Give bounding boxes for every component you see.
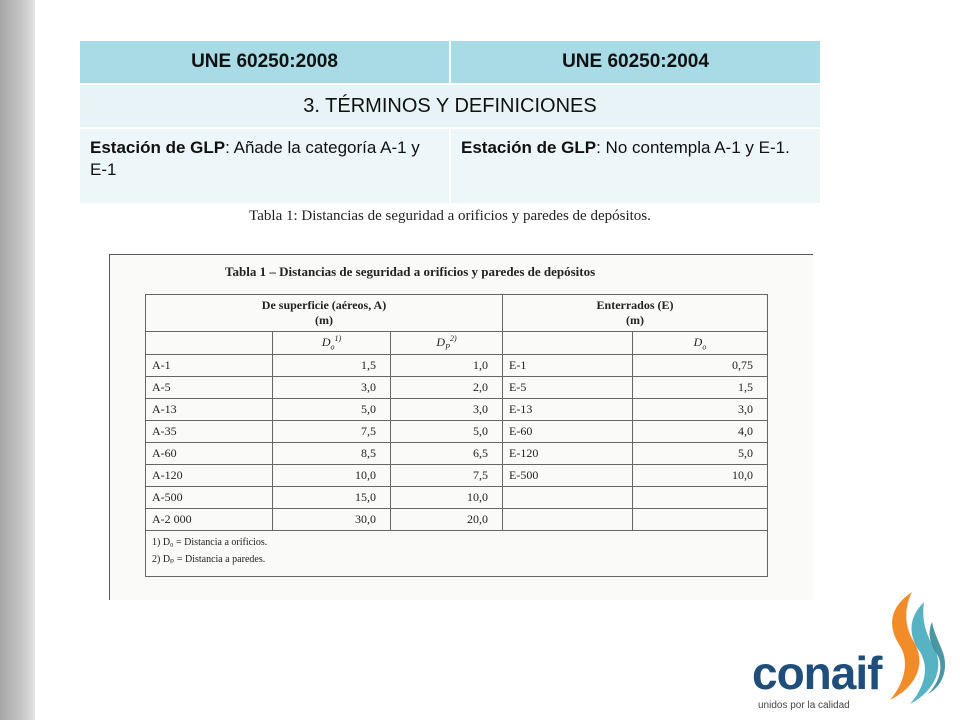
comparison-table	[80, 41, 820, 203]
cell-2004	[450, 128, 820, 203]
comparison-body-row	[80, 128, 820, 203]
surface-do: 3,0	[273, 377, 391, 399]
group-buried-unit: (m)	[626, 313, 645, 327]
e-do-sub: o	[702, 342, 707, 352]
subheader-empty-e	[503, 332, 633, 355]
distance-row	[146, 399, 768, 421]
buried-category: E-500	[503, 465, 633, 487]
surface-dp: 1,0	[391, 355, 503, 377]
subheader-empty	[146, 332, 273, 355]
distance-row	[146, 509, 768, 531]
dp-sub: P	[445, 342, 450, 352]
group-surface-unit: (m)	[315, 313, 333, 327]
surface-do: 7,5	[273, 421, 391, 443]
subheader-do	[273, 332, 391, 355]
surface-category: A-35	[146, 421, 273, 443]
buried-do: 5,0	[633, 443, 768, 465]
buried-do: 0,75	[633, 355, 768, 377]
comparison-header-row	[80, 41, 820, 84]
surface-category: A-2 000	[146, 509, 273, 531]
buried-category: E-13	[503, 399, 633, 421]
note-2: 2) Dₚ = Distancia a paredes.	[152, 554, 266, 565]
group-surface	[146, 295, 503, 332]
surface-do: 5,0	[273, 399, 391, 421]
buried-do: 1,5	[633, 377, 768, 399]
dp-symbol: D	[436, 335, 446, 350]
surface-dp: 2,0	[391, 377, 503, 399]
distances-body	[146, 355, 768, 531]
scan-frame-left	[109, 254, 110, 600]
group-surface-label: De superficie (aéreos, A)	[261, 298, 387, 312]
buried-do	[633, 487, 768, 509]
distance-row	[146, 487, 768, 509]
surface-category: A-500	[146, 487, 273, 509]
notes-cell	[146, 531, 768, 577]
buried-do: 10,0	[633, 465, 768, 487]
notes-row	[146, 531, 768, 577]
do-sup: 1)	[334, 334, 342, 344]
buried-category	[503, 509, 633, 531]
buried-category	[503, 487, 633, 509]
distance-row	[146, 377, 768, 399]
distance-row	[146, 443, 768, 465]
table-caption: Tabla 1: Distancias de seguridad a orificios y paredes de depósitos.	[249, 208, 651, 224]
buried-do: 4,0	[633, 421, 768, 443]
cell-2008	[80, 128, 450, 203]
distance-row	[146, 355, 768, 377]
surface-do: 1,5	[273, 355, 391, 377]
do-symbol: D	[321, 335, 331, 350]
subheader-e-do	[633, 332, 768, 355]
conaif-logo	[748, 588, 948, 716]
side-gradient-bar	[0, 0, 35, 720]
surface-do: 8,5	[273, 443, 391, 465]
desc-2008: : Añade la categoría A-1 y E-1	[90, 138, 420, 179]
surface-dp: 7,5	[391, 465, 503, 487]
desc-2004: : No contempla A-1 y E-1.	[596, 138, 790, 157]
subheader-dp	[391, 332, 503, 355]
comparison-section-row	[80, 84, 820, 128]
surface-category: A-60	[146, 443, 273, 465]
distances-table	[145, 294, 768, 577]
surface-category: A-120	[146, 465, 273, 487]
subheader-row	[146, 332, 768, 355]
buried-category: E-1	[503, 355, 633, 377]
header-2004: UNE 60250:2004	[450, 41, 820, 84]
surface-dp: 6,5	[391, 443, 503, 465]
scan-frame-top	[109, 254, 813, 255]
logo-tagline: unidos por la calidad	[758, 700, 850, 711]
group-header-row	[146, 295, 768, 332]
do-sub: o	[330, 342, 335, 352]
distance-row	[146, 421, 768, 443]
term-2008: Estación de GLP	[90, 138, 226, 157]
surface-dp: 10,0	[391, 487, 503, 509]
surface-dp: 20,0	[391, 509, 503, 531]
surface-category: A-5	[146, 377, 273, 399]
group-buried	[503, 295, 768, 332]
surface-dp: 5,0	[391, 421, 503, 443]
section-title: 3. TÉRMINOS Y DEFINICIONES	[80, 84, 820, 128]
dp-sup: 2)	[449, 334, 457, 344]
note-1: 1) D₀ = Distancia a orificios.	[152, 537, 268, 548]
surface-do: 10,0	[273, 465, 391, 487]
header-2008: UNE 60250:2008	[80, 41, 450, 84]
group-buried-label: Enterrados (E)	[596, 298, 674, 312]
scanned-table-image	[109, 254, 813, 600]
surface-dp: 3,0	[391, 399, 503, 421]
e-do-symbol: D	[693, 334, 703, 349]
surface-do: 15,0	[273, 487, 391, 509]
surface-do: 30,0	[273, 509, 391, 531]
buried-category: E-120	[503, 443, 633, 465]
term-2004: Estación de GLP	[461, 138, 597, 157]
buried-do	[633, 509, 768, 531]
surface-category: A-1	[146, 355, 273, 377]
buried-do: 3,0	[633, 399, 768, 421]
distance-row	[146, 465, 768, 487]
scan-title: Tabla 1 – Distancias de seguridad a orificios y paredes de depósitos	[225, 264, 596, 279]
surface-category: A-13	[146, 399, 273, 421]
buried-category: E-5	[503, 377, 633, 399]
buried-category: E-60	[503, 421, 633, 443]
logo-wordmark: conaif	[752, 647, 882, 699]
